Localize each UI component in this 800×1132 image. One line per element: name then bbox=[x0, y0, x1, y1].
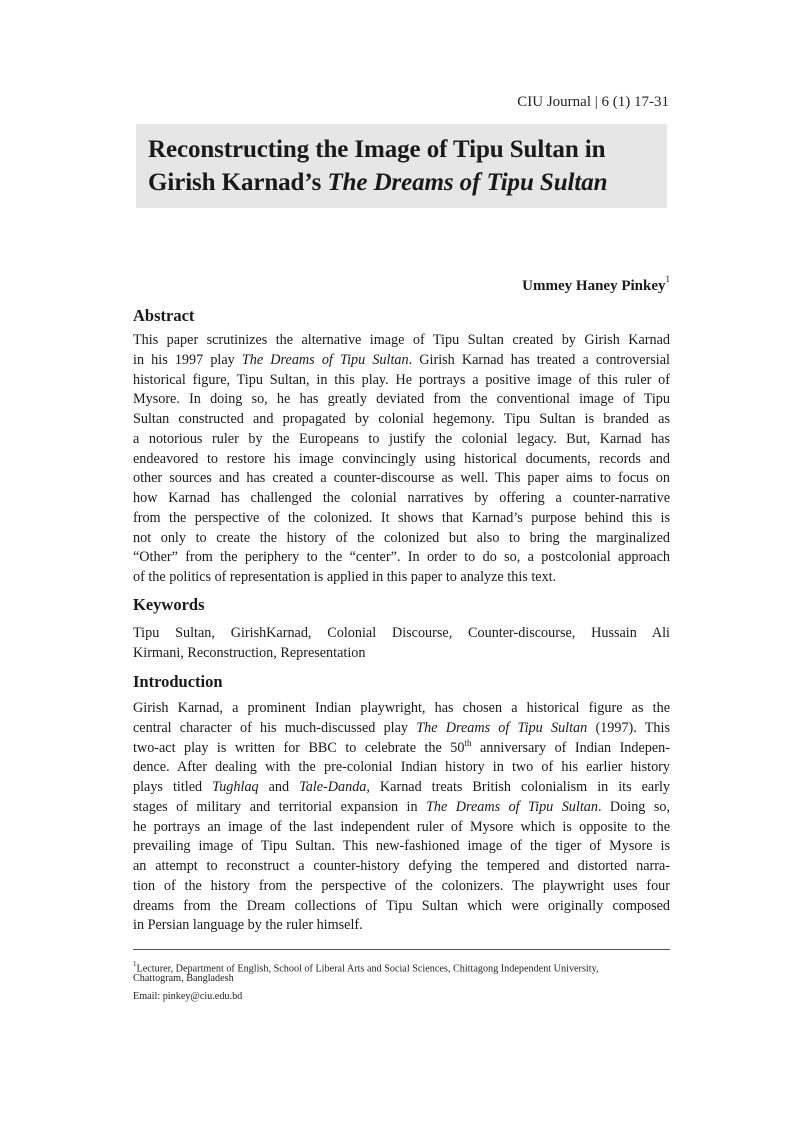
abstract-line: historical figure, Tipu Sultan, in this play. He portrays a positive image of this ruler of bbox=[133, 371, 670, 388]
intro-line: an attempt to reconstruct a counter-history defying the tempered and distorted narra- bbox=[133, 858, 670, 874]
intro-line bbox=[133, 739, 670, 759]
abstract-play-title: The Dreams of Tipu Sultan bbox=[241, 351, 409, 368]
intro-text: two-act play is written for BBC to celebrate the 50 bbox=[133, 739, 465, 756]
intro-text: anniversary of Indian Indepen- bbox=[471, 739, 670, 756]
intro-text: . Doing so, bbox=[597, 798, 670, 815]
footnote-email: Email: pinkey@ciu.edu.bd bbox=[133, 991, 243, 1002]
intro-line: dreams from the Dream collections of Tipu Sultan which were originally composed bbox=[133, 897, 670, 914]
abstract-line: Mysore. In doing so, he has greatly deviated from the conventional image of Tipu bbox=[133, 391, 670, 408]
footnote-text: Lecturer, Department of English, School of Liberal Arts and Social Sciences, Chittagong Independent University, bbox=[136, 963, 599, 975]
intro-line bbox=[133, 719, 670, 739]
abstract-line: from the perspective of the colonized. It shows that Karnad’s purpose behind this is bbox=[133, 509, 670, 526]
abstract-line: not only to create the history of the colonized but also to bring the marginalized bbox=[133, 529, 670, 546]
intro-text: and bbox=[258, 779, 300, 795]
abstract-line: Sultan constructed and propagated by colonial hegemony. Tipu Sultan is branded as bbox=[133, 411, 670, 427]
intro-text: stages of military and territorial expansion in bbox=[133, 798, 427, 815]
abstract-line: other sources and has created a counter-discourse as well. This paper aims to focus on bbox=[133, 470, 670, 487]
title-italic: The Dreams of Tipu Sultan bbox=[327, 169, 608, 196]
intro-line: tion of the history from the perspective of the colonizers. The playwright uses four bbox=[133, 877, 670, 894]
abstract-line-end: . Girish Karnad has treated a controversial bbox=[408, 351, 670, 368]
intro-text: Karnad treats British colonialism in its early bbox=[369, 779, 670, 795]
abstract-line: endeavored to restore his image convincingly using historical documents, records and bbox=[133, 450, 670, 467]
intro-line bbox=[133, 778, 670, 798]
intro-line bbox=[133, 798, 670, 818]
abstract-line: This paper scrutinizes the alternative image of Tipu Sultan created by Girish Karnad bbox=[133, 332, 670, 348]
footnote-location: Chattogram, Bangladesh bbox=[133, 973, 234, 984]
author-footnote-mark: 1 bbox=[665, 274, 670, 284]
intro-text: (1997). This bbox=[587, 719, 670, 736]
abstract-body bbox=[133, 331, 670, 588]
abstract-line: “Other” from the periphery to the “center”. In order to do so, a postcolonial approach bbox=[133, 549, 670, 566]
introduction-body bbox=[133, 699, 670, 936]
intro-line: dence. After dealing with the pre-colonial Indian history in two of his earlier history bbox=[133, 759, 670, 776]
keywords-body bbox=[133, 624, 670, 664]
journal-reference: CIU Journal | 6 (1) 17-31 bbox=[517, 94, 669, 110]
abstract-line-start: in his 1997 play bbox=[133, 351, 242, 368]
abstract-line: how Karnad has challenged the colonial narratives by offering a counter-narrative bbox=[133, 490, 670, 506]
footnote-divider bbox=[133, 949, 670, 950]
intro-text: central character of his much-discussed play bbox=[133, 719, 417, 736]
abstract-line: of the politics of representation is applied in this paper to analyze this text. bbox=[133, 569, 557, 585]
intro-line: Girish Karnad, a prominent Indian playwright, has chosen a historical figure as the bbox=[133, 700, 670, 716]
intro-play-title: Tale-Danda, bbox=[299, 779, 370, 795]
author-name bbox=[522, 276, 670, 295]
intro-play-title: The Dreams of Tipu Sultan bbox=[426, 798, 598, 815]
introduction-heading: Introduction bbox=[133, 672, 223, 691]
footnote-mark: 1 bbox=[133, 960, 137, 968]
ordinal-superscript: th bbox=[464, 737, 472, 748]
keywords-heading: Keywords bbox=[133, 595, 205, 614]
intro-play-title: Tughlaq bbox=[212, 779, 259, 795]
abstract-heading: Abstract bbox=[133, 306, 195, 325]
intro-line: he portrays an image of the last independent ruler of Mysore which is opposite to the bbox=[133, 818, 670, 835]
paper-title-line-2 bbox=[148, 169, 607, 197]
keywords-line: Tipu Sultan, GirishKarnad, Colonial Discourse, Counter-discourse, Hussain Ali bbox=[133, 625, 670, 641]
intro-text: plays titled bbox=[133, 779, 213, 795]
abstract-line: a notorious ruler by the Europeans to justify the colonial legacy. But, Karnad has bbox=[133, 430, 670, 447]
title-plain: Girish Karnad’s bbox=[148, 169, 328, 196]
paper-title-line-1: Reconstructing the Image of Tipu Sultan in bbox=[148, 136, 606, 163]
author-text: Ummey Haney Pinkey bbox=[522, 278, 666, 294]
intro-play-title: The Dreams of Tipu Sultan bbox=[416, 719, 588, 736]
abstract-line bbox=[133, 351, 670, 371]
intro-line: prevailing image of Tipu Sultan. This new-fashioned image of the tiger of Mysore is bbox=[133, 838, 670, 855]
keywords-line: Kirmani, Reconstruction, Representation bbox=[133, 644, 366, 661]
intro-line: in Persian language by the ruler himself. bbox=[133, 917, 363, 934]
